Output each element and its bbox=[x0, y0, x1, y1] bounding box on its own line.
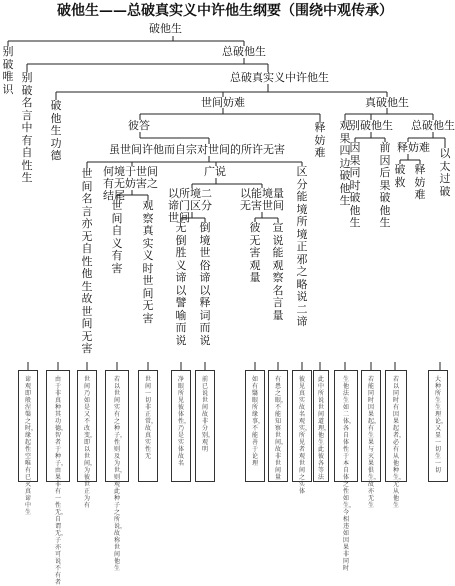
note-text: 谛观即般涅槃之时，缘起性空唯有已灭真谛中生 bbox=[25, 376, 38, 516]
note-box bbox=[46, 370, 70, 586]
note-text: 有患之眼，不能知察世间，故非世间量 bbox=[275, 376, 288, 481]
note-box bbox=[105, 370, 129, 572]
node-guan-cha-zhen-shi: 观察真实义时世间无害 bbox=[142, 199, 154, 325]
note-box bbox=[334, 370, 358, 572]
node-zong-po: 总破他生 bbox=[411, 119, 455, 132]
note-text: 生他法生如二体，各自体性于本自体之性如生，今相违如因果非同时 bbox=[343, 376, 356, 572]
node-bie-po-ming-yan: 别破名言中有自性生 bbox=[21, 71, 33, 184]
note-text: 由于非真种其功德，智者于种子，由果非有一性无，自谓无，子亦可说不有者 bbox=[55, 376, 68, 586]
node-bi-wu-hai: 彼无害观量 bbox=[249, 221, 261, 284]
node-yin-guo-tong-shi: 因果同时破他生 bbox=[349, 141, 361, 229]
note-text: 若能同时因果起，有生果与灭果俱生，故亦无生 bbox=[368, 376, 381, 509]
node-dao-shi-su: 倒境世俗谛以释词而说 bbox=[199, 221, 211, 347]
note-box bbox=[138, 370, 158, 482]
node-zong-po-zhen-shi: 总破真实义中许他生 bbox=[230, 71, 329, 84]
node-root: 破他生 bbox=[149, 22, 182, 35]
node-shi-fang-nan: 释妨难 bbox=[314, 121, 326, 159]
node-he-jing-shi-jian: 何境于世间有无妨害之结尾 bbox=[103, 165, 158, 202]
note-text: 大种所生生理论，又显一切生一切 bbox=[435, 376, 448, 474]
note-text: 若以同时有因果起者，必有从他种生，无从他生 bbox=[393, 376, 406, 509]
node-qu-fen-neng-jing: 区分能境所境正邪之略说二谛 bbox=[296, 165, 308, 328]
node-bi-da: 彼答 bbox=[128, 119, 150, 132]
node-shi-jian-fang-nan: 世间妨难 bbox=[201, 96, 245, 109]
note-text: 前已说世间故非分别，观明 bbox=[202, 376, 215, 453]
diagram-title: 破他生——总破真实义中许他生纲要（围绕中观传承） bbox=[57, 3, 393, 19]
node-po-ta-sheng-gong-de: 破他生功德 bbox=[50, 99, 62, 162]
note-text: 世间乃如是又不改变，即以世间，为彼世正为有 bbox=[84, 376, 97, 509]
note-text: 世间一切非正常，故真实性无 bbox=[145, 376, 158, 460]
note-text: 若以世间实有之种子，性则及为世，则观此种子之所说，故称世间他生 bbox=[114, 376, 127, 572]
node-shi-jian-zi-yi: 世间自义有害 bbox=[111, 199, 123, 275]
node-po-jiu: 破救 bbox=[394, 163, 406, 189]
node-zong-po-ta-sheng: 总破他生 bbox=[222, 45, 266, 58]
note-box bbox=[77, 370, 97, 509]
note-box bbox=[292, 370, 312, 495]
note-text: 彼见真实故名观实，所见者观世间之实体 bbox=[299, 376, 312, 495]
node-shi-jian-ming-yan: 世间名言亦无自性他生故世间无害 bbox=[81, 167, 93, 355]
node-wu-dao-sheng: 无倒胜义谛以譬喻而说 bbox=[175, 221, 187, 347]
node-yi-neng-jing: 以能境量无害世间 bbox=[240, 187, 284, 212]
node-yi-suo-jing: 以所境二谛门区分世间 bbox=[168, 187, 212, 224]
node-bie-po-wei-shi: 别破唯识 bbox=[2, 45, 14, 96]
note-box bbox=[245, 370, 265, 482]
note-box bbox=[428, 370, 448, 482]
note-text: 净眼所见彼体性，乃是实体故名 bbox=[178, 376, 191, 467]
node-bie-po: 别破他生 bbox=[349, 119, 393, 132]
node-yi-tai-guo-po: 以太过破 bbox=[439, 147, 451, 198]
note-box bbox=[195, 370, 215, 482]
node-shi-fang-nan-2: 释妨难 bbox=[414, 163, 426, 201]
node-shi-fang-nan-3: 释妨难 bbox=[397, 141, 430, 154]
note-box bbox=[171, 370, 191, 482]
note-box bbox=[313, 370, 329, 482]
node-zong-question: 虽世间许他而自宗对世间的所许无害 bbox=[109, 143, 285, 156]
node-guang-shuo: 广说 bbox=[204, 165, 226, 178]
node-zhen-po-ta-sheng: 真破他生 bbox=[365, 96, 409, 109]
note-box bbox=[361, 370, 381, 509]
note-box bbox=[268, 370, 288, 482]
note-text: 如有翳眼所缘事，不能善于论理 bbox=[252, 376, 265, 467]
note-box bbox=[18, 370, 38, 516]
note-text: 此中所说世间道理，他生此彼各等法 bbox=[318, 376, 331, 481]
node-qian-yin-hou-guo: 前因后果破他生 bbox=[379, 141, 391, 229]
node-xuan-shuo-neng: 宣说能观察名言量 bbox=[272, 221, 284, 322]
note-box bbox=[385, 370, 407, 509]
node-guan-po-si-bian: 观果四边破他生 bbox=[339, 119, 351, 207]
